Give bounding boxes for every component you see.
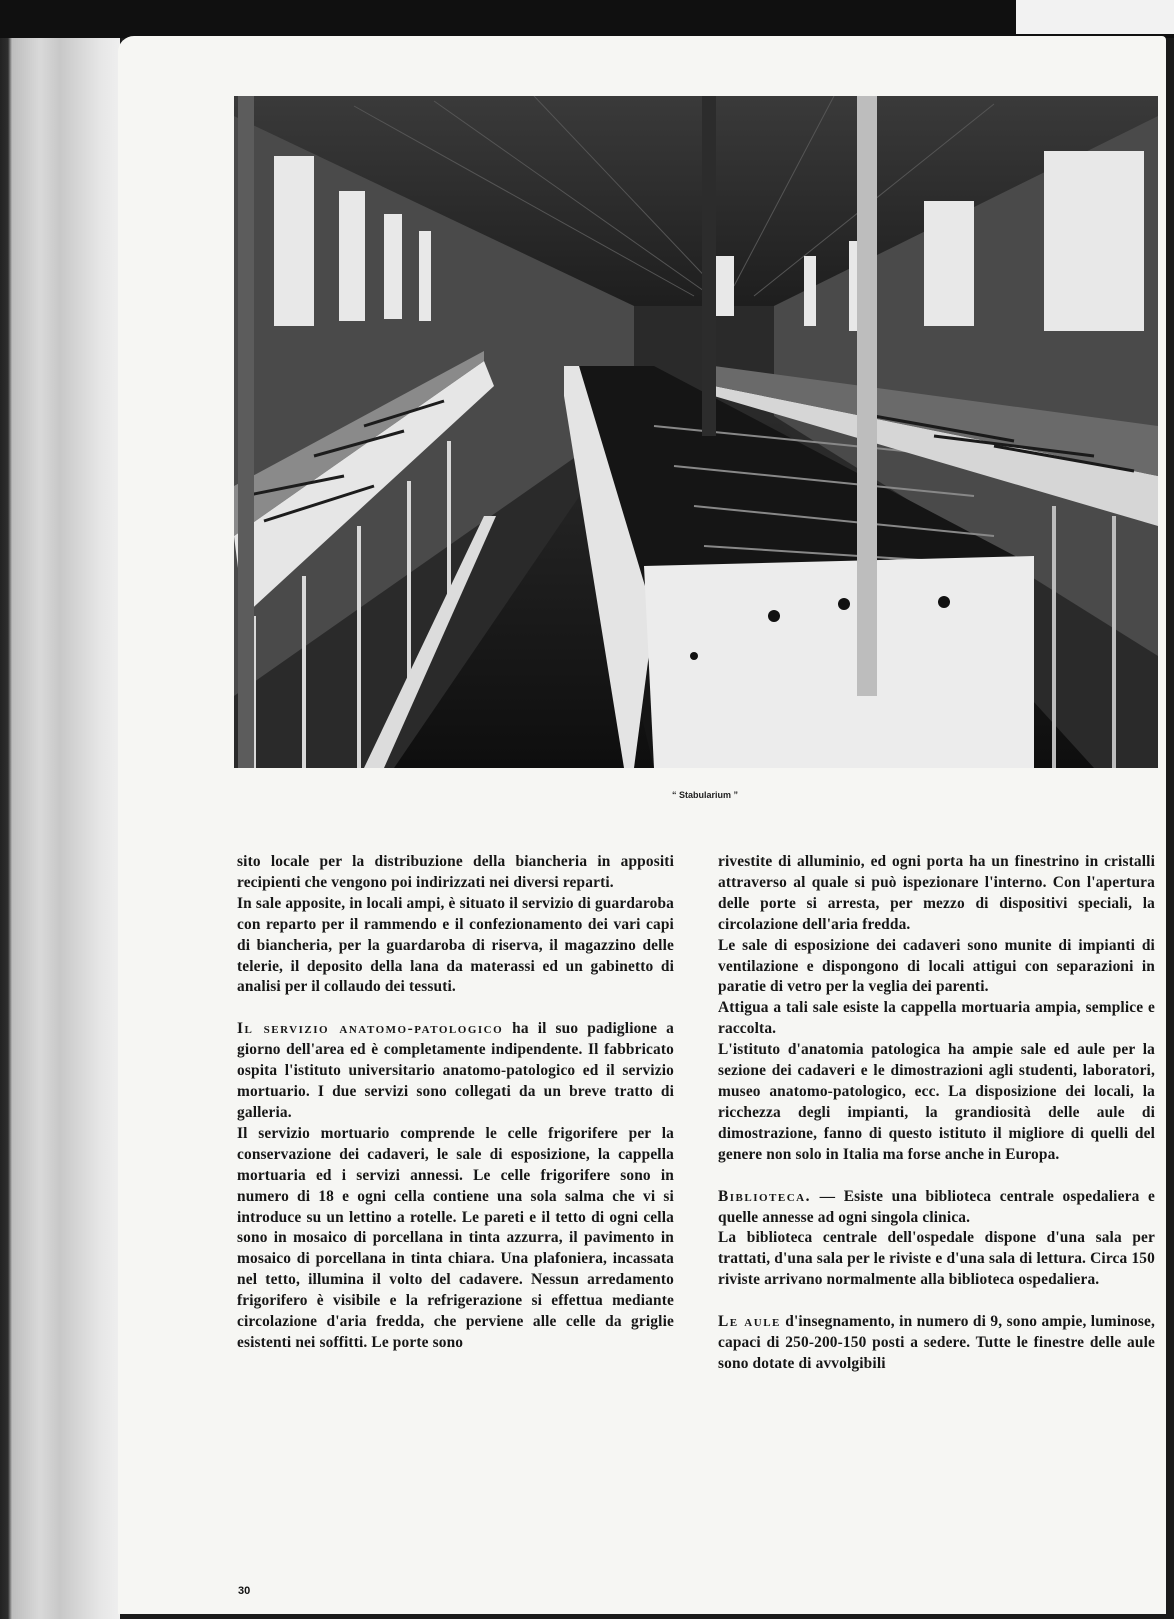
paragraph-aule: [718, 1312, 1155, 1375]
paragraph: sito locale per la distribuzione della biancheria in appositi recipienti che vengono poi indirizzati nei diversi reparti.: [237, 853, 674, 891]
book-page-edges: [0, 38, 120, 1619]
section-lead: Il servizio anatomo-patologico: [237, 1020, 504, 1038]
section-lead: Biblioteca.: [718, 1187, 811, 1205]
scan-top-white-strip: [1016, 0, 1174, 34]
paragraph-biblioteca: [718, 1187, 1155, 1229]
paragraph: L'istituto d'anatomia patologica ha ampie sale ed aule per la sezione dei cadaveri e le dimostrazioni agli studenti, laboratori, museo anatomo-patologico, ecc. La disposizione dei locali, la ricchezza degli impianti, la grandiosità delle aule di dimostrazione, fanno di questo istituto il migliore di quelli del genere non solo in Italia ma forse anche in Europa.: [718, 1041, 1155, 1163]
paragraph: Le sale di esposizione dei cadaveri sono munite di impianti di ventilazione e dispongono di locali attigui con separazioni in paratie di vetro per la veglia dei parenti.: [718, 936, 1155, 996]
scan-top-edge: [0, 0, 1174, 38]
paragraph: In sale apposite, in locali ampi, è situato il servizio di guardaroba con reparto per il rammendo e il confezionamento dei vari capi di biancheria, per la guardaroba di riserva, il magazzino delle telerie, il deposito della lana da materassi ed un gabinetto di analisi per il collaudo dei tessuti.: [237, 894, 674, 996]
paragraph-body: — Esiste una biblioteca centrale ospedaliera e quelle annesse ad ogni singola clinica.: [718, 1187, 1155, 1226]
text-column-left: [237, 852, 674, 1354]
paragraph: Il servizio mortuario comprende le celle frigorifere per la conservazione dei cadaveri, le sale di esposizione, la cappella mortuaria ed i servizi annessi. Le celle frigorifere sono in numero di 18 e ogni cella contiene una sola salma che vi si introduce su un lettino a rotelle. Le pareti e il tetto di ogni cella sono in mosaico di porcellana in tinta azzurra, il pavimento in mosaico di porcellana in tinta chiara. Una plafoniera, incassata nel tetto, illumina il volto del cadavere. Nessun arredamento frigorifero è visibile e la refrigerazione si effettua mediante circolazione d'aria fredda, che perviene alle celle da griglie esistenti nei soffitti. Le porte sono: [237, 1124, 674, 1351]
page-number: 30: [238, 1585, 251, 1597]
paragraph-body: d'insegnamento, in numero di 9, sono ampie, luminose, capaci di 250-200-150 posti a sedere. Tutte le finestre delle aule sono dotate di avvolgibili: [718, 1313, 1155, 1372]
paragraph-body: ha il suo padiglione a giorno dell'area ed è completamente indipendente. Il fabbricato ospita l'istituto universitario anatomo-patologico ed il servizio mortuario. I due servizi sono collegati da un breve tratto di galleria.: [237, 1020, 674, 1121]
photo-caption: “ Stabularium ”: [671, 790, 738, 800]
stabularium-photo-illustration: [234, 96, 1158, 768]
text-column-right: [718, 852, 1155, 1375]
stabularium-photo: [234, 96, 1158, 768]
paragraph: Attigua a tali sale esiste la cappella mortuaria ampia, semplice e raccolta.: [718, 999, 1155, 1038]
section-lead: Le aule: [718, 1313, 781, 1331]
paragraph: La biblioteca centrale dell'ospedale dispone d'una sala per trattati, d'una sala per le riviste e d'una sala di lettura. Circa 150 riviste arrivano normalmente alla biblioteca ospedaliera.: [718, 1229, 1155, 1289]
paragraph-anatomo-patologico: [237, 1019, 674, 1124]
paragraph: rivestite di alluminio, ed ogni porta ha un finestrino in cristalli attraverso al quale si può ispezionare l'interno. Con l'apertura delle porte si arresta, per mezzo di dispositivi speciali, la circolazione dell'aria fredda.: [718, 853, 1155, 933]
